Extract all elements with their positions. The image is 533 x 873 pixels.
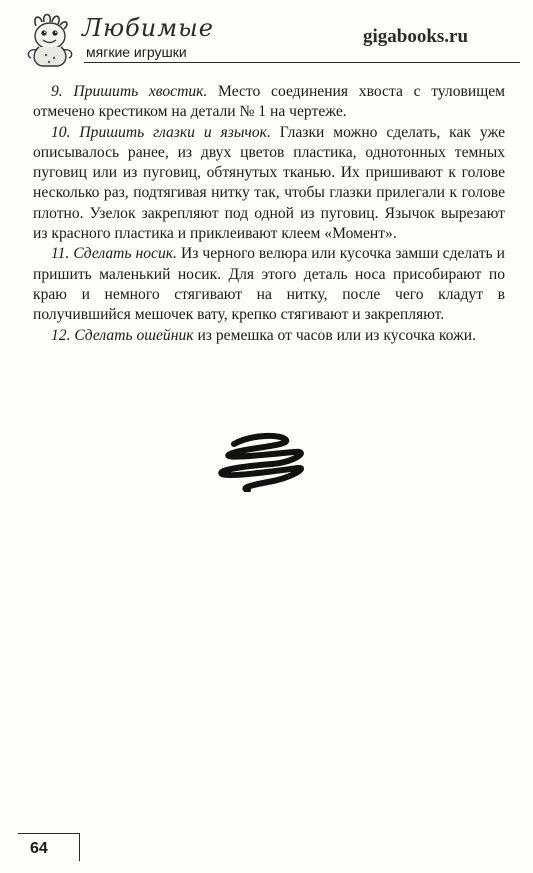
series-subtitle: мягкие игрушки <box>86 44 187 60</box>
step-heading: 9. Пришить хвостик. <box>51 83 208 100</box>
page-number: 64 <box>30 840 48 857</box>
header-divider <box>84 62 520 63</box>
step-heading: 12. Сделать ошейник <box>51 326 194 344</box>
paragraph-step-12 <box>33 326 505 346</box>
series-title: Любимые <box>82 14 214 42</box>
page-body <box>33 82 505 346</box>
step-text: Место соединения хвоста с туловищем отмечено крестиком на детали № 1 на чертеже. <box>33 83 505 121</box>
site-name: gigabooks.ru <box>363 26 469 47</box>
step-text: из ремешка от часов или из кусочка кожи. <box>193 326 477 344</box>
paragraph-step-11 <box>33 244 505 325</box>
paragraph-step-10 <box>33 123 505 245</box>
step-text: Глазки можно сделать, как уже описывалось ранее, из двух цветов пластика, однотонных темных пуговиц или из пуговиц, обтянутых тканью. Их пришивают к голове несколько раз, подтягивая нитку так, чтобы глазки прилегали к голове плотно. Узелок закрепляют под одной из пуговиц. Язычок вырезают из красного пластика и приклеивают клеем «Момент». <box>33 123 505 243</box>
paragraph-step-9 <box>33 82 505 123</box>
step-heading: 10. Пришить глазки и язычок. <box>51 123 271 141</box>
scribble-ornament-icon <box>212 430 308 492</box>
page-header <box>20 8 520 68</box>
footer-divider-vertical <box>79 833 80 861</box>
footer-divider <box>18 833 80 834</box>
step-heading: 11. Сделать носик. <box>51 245 177 263</box>
step-text: Из черного велюра или кусочка замши сделать и пришить маленький носик. Для этого деталь носа присобирают по краю и немного стягивают на нитку, после чего кладут в получившийся мешочек вату, крепко стягивают и закрепляют. <box>33 245 506 324</box>
doll-mascot-icon <box>22 12 82 68</box>
